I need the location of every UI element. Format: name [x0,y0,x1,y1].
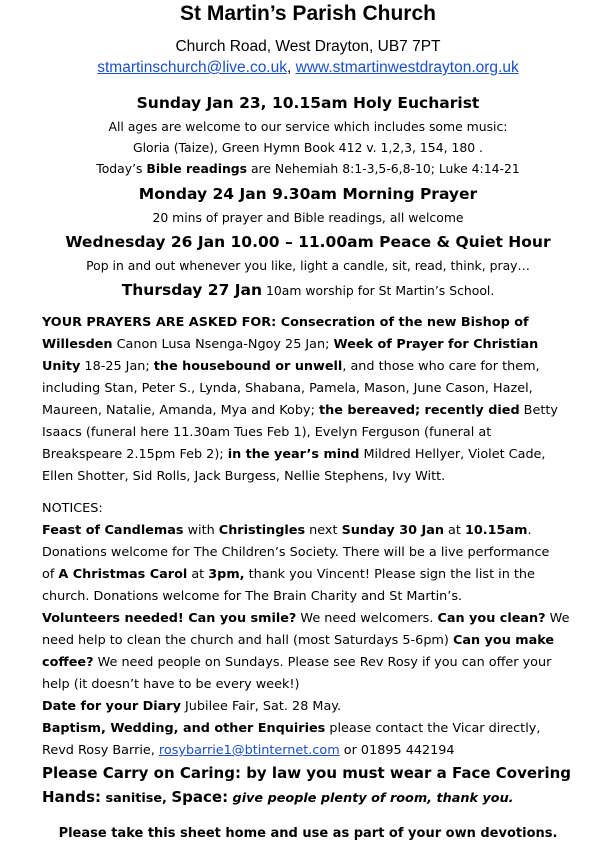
readings-pre: Today’s [96,161,147,176]
sunday-line-1: All ages are welcome to our service which includes some music: [108,119,508,134]
prayers-line-2 [42,334,602,356]
n9a: Date for your Diary [42,699,181,714]
n5d: We [545,611,570,626]
n11a: Revd Rosy Barrie, [42,743,159,758]
prayers-section [42,312,602,488]
prayers-l7b: in the year’s mind [227,447,360,462]
thursday-heading: Thursday 27 Jan [121,281,263,299]
n3e: thank you Vincent! Please sign the list in the [244,567,535,582]
prayers-line-4: including Stan, Peter S., Lynda, Shabana, Pamela, Mason, June Cason, Hazel, [42,381,533,396]
n13b: sanitise, [101,791,172,806]
readings-bold: Bible readings [146,161,248,176]
sunday-heading: Sunday Jan 23, 10.15am Holy Eucharist [136,94,480,112]
n5b: We need welcomers. [296,611,438,626]
n7a: coffee? [42,655,94,670]
n3c: at [187,567,209,582]
n1c: Christingles [218,523,306,538]
notices-section [42,498,602,810]
wednesday-heading: Wednesday 26 Jan 10.00 – 11.00am Peace & Quiet Hour [65,233,551,251]
prayers-l2c: Week of Prayer for Christian [333,337,539,352]
prayers-l2b: Canon Lusa Nsenga-Ngoy 25 Jan; [112,337,334,352]
prayers-line-3 [42,356,602,378]
prayers-l5a: Maureen, Natalie, Amanda, Mya and Koby; [42,403,319,418]
n13d: give people plenty of room, thank you. [228,791,514,806]
prayers-line-5 [42,400,602,422]
link-separator: , [287,59,296,76]
notice-line-9 [42,696,602,718]
n7b: We need people on Sundays. Please see Rev Rosy if you can offer your [93,655,552,670]
contact-links [0,59,616,77]
n13a: Hands: [42,788,102,806]
notice-line-6 [42,630,602,652]
wednesday-line-1: Pop in and out whenever you like, light a candle, sit, read, think, pray… [86,258,530,273]
prayers-l2a: Willesden [42,337,113,352]
thursday-detail: 10am worship for St Martin’s School. [262,283,495,298]
notice-caring: Please Carry on Caring: by law you must wear a Face Covering [42,764,571,782]
prayers-l5b: the bereaved; recently died [318,403,520,418]
prayers-heading: YOUR PRAYERS ARE ASKED FOR: Consecration of the new Bishop of [42,315,529,330]
notice-line-2: Donations welcome for The Children’s Society. There will be a live performance [42,545,550,560]
notices-heading: NOTICES: [42,501,103,516]
n3d: 3pm, [208,567,245,582]
footer-note: Please take this sheet home and use as part of your own devotions. [58,826,558,841]
n1d: next [305,523,342,538]
email-link[interactable]: stmartinschurch@live.co.uk [97,59,287,76]
church-address: Church Road, West Drayton, UB7 7PT [175,38,441,55]
prayers-line-1 [42,312,602,334]
prayers-line-7 [42,444,602,466]
notice-line-1 [42,520,602,542]
n10a: Baptism, Wedding, and other Enquiries [42,721,326,736]
prayers-line-8: Ellen Shotter, Sid Rolls, Jack Burgess, Nellie Stephens, Ivy Witt. [42,469,446,484]
church-title: St Martin’s Parish Church [180,2,436,25]
n13c: Space: [171,788,229,806]
notice-line-7 [42,652,602,674]
notice-line-4: church. Donations welcome for The Brain Charity and St Martin’s. [42,589,463,604]
n3b: A Christmas Carol [58,567,188,582]
prayers-l3c: the housebound or unwell [153,359,343,374]
prayers-l7a: Breakspeare 2.15pm Feb 2); [42,447,228,462]
notice-hands-space [42,786,602,810]
sunday-line-2: Gloria (Taize), Green Hymn Book 412 v. 1,2,3, 154, 180 . [133,140,483,155]
n6b: Can you make [452,633,555,648]
prayers-l3a: Unity [42,359,81,374]
n1e: Sunday 30 Jan [341,523,444,538]
notice-line-5 [42,608,602,630]
thursday-line [0,280,616,299]
n6a: need help to clean the church and hall (most Saturdays 5-6pm) [42,633,453,648]
website-link[interactable]: www.stmartinwestdrayton.org.uk [295,59,519,76]
prayers-l5c: Betty [519,403,558,418]
readings-post: are Nehemiah 8:1-3,5-6,8-10; Luke 4:14-21 [247,161,520,176]
prayers-l3b: 18-25 Jan; [80,359,154,374]
n3a: of [42,567,59,582]
n1f: at [443,523,465,538]
notice-line-3 [42,564,602,586]
prayers-l3d: , and those who care for them, [342,359,540,374]
n1a: Feast of Candlemas [42,523,184,538]
notice-line-11 [42,740,602,762]
monday-line-1: 20 mins of prayer and Bible readings, all welcome [152,210,464,225]
vicar-email-link[interactable]: rosybarrie1@btinternet.com [158,743,340,758]
n5c: Can you clean? [437,611,546,626]
n9b: Jubilee Fair, Sat. 28 May. [180,699,342,714]
n1b: with [183,523,219,538]
prayers-l7c: Mildred Hellyer, Violet Cade, [359,447,546,462]
notice-line-10 [42,718,602,740]
n1h: . [527,523,532,538]
sunday-readings [0,161,616,176]
n10b: please contact the Vicar directly, [325,721,541,736]
n5a: Volunteers needed! Can you smile? [42,611,297,626]
monday-heading: Monday 24 Jan 9.30am Morning Prayer [138,185,478,203]
prayers-line-6: Isaacs (funeral here 11.30am Tues Feb 1), Evelyn Ferguson (funeral at [42,425,492,440]
n1g: 10.15am [464,523,528,538]
notice-line-8: help (it doesn’t have to be every week!) [42,677,300,692]
n11c: or 01895 442194 [339,743,455,758]
